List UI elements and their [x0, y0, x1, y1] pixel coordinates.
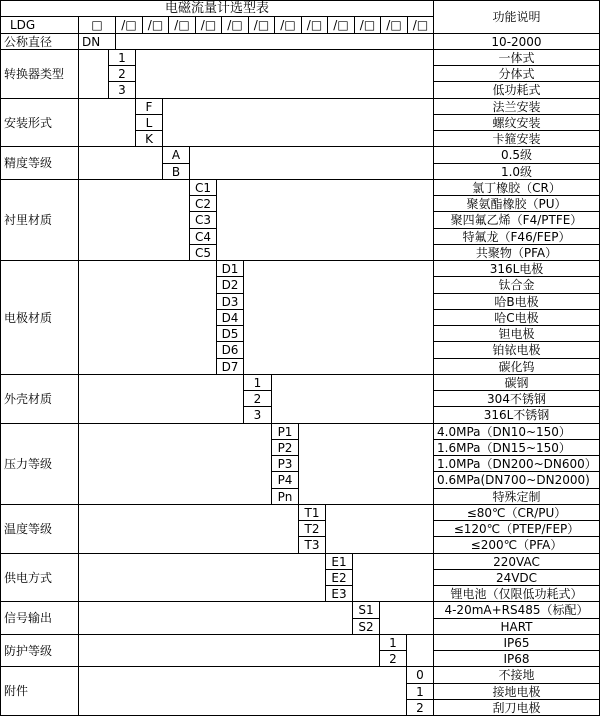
code-cell: C5 — [189, 244, 217, 261]
desc-cell: 0.6MPa(DN700~DN2000) — [433, 471, 600, 489]
desc-cell: ≤120℃（PTEP/FEP） — [433, 520, 600, 537]
code-cell: 1 — [243, 374, 272, 391]
code-cell: E3 — [325, 585, 353, 602]
spacer-cell — [78, 423, 272, 505]
category-label: 电极材质 — [0, 260, 79, 375]
desc-cell: 铂铱电极 — [433, 341, 600, 359]
spacer-cell — [78, 260, 217, 375]
category-label: 外壳材质 — [0, 374, 79, 424]
desc-cell: 锂电池（仅限低功耗式） — [433, 585, 600, 602]
spacer-cell — [78, 553, 326, 602]
code-cell: S1 — [352, 601, 380, 619]
code-cell: P1 — [271, 423, 299, 440]
spacer-cell — [352, 553, 434, 602]
model-code-slot: /□ — [248, 16, 275, 34]
code-cell: 1 — [379, 634, 407, 651]
desc-cell: 低功耗式 — [433, 81, 600, 99]
desc-cell: 钽电极 — [433, 325, 600, 342]
desc-cell: 不接地 — [433, 666, 600, 684]
model-code-slot: /□ — [354, 16, 381, 34]
desc-cell: 碳钢 — [433, 374, 600, 391]
spacer-cell — [115, 33, 434, 50]
category-label: 安装形式 — [0, 98, 79, 147]
desc-cell: 法兰安装 — [433, 98, 600, 115]
desc-cell: 卡箍安装 — [433, 130, 600, 147]
desc-cell: 24VDC — [433, 569, 600, 586]
model-code-slot: /□ — [380, 16, 408, 34]
model-code-slot: /□ — [221, 16, 249, 34]
category-label: 衬里材质 — [0, 179, 79, 261]
spacer-cell — [271, 374, 434, 424]
desc-cell: 1.0MPa（DN200~DN600） — [433, 455, 600, 472]
spacer-cell — [78, 374, 244, 424]
desc-cell: 特氟龙（F46/FEP） — [433, 228, 600, 245]
model-box-slot: □ — [78, 16, 116, 34]
desc-cell: 316L不锈钢 — [433, 406, 600, 424]
code-cell: D1 — [216, 260, 244, 277]
code-cell: D4 — [216, 309, 244, 326]
desc-cell: HART — [433, 618, 600, 635]
category-label: 转换器类型 — [0, 49, 79, 99]
code-cell: S2 — [352, 618, 380, 635]
desc-cell: 刮刀电极 — [433, 699, 600, 716]
spacer-cell — [406, 634, 434, 667]
category-label: 精度等级 — [0, 146, 79, 180]
desc-cell: 接地电极 — [433, 683, 600, 700]
desc-cell: 220VAC — [433, 553, 600, 570]
code-cell: T3 — [298, 536, 326, 554]
desc-cell: 316L电极 — [433, 260, 600, 277]
model-code-slot: /□ — [327, 16, 355, 34]
desc-cell: 0.5级 — [433, 146, 600, 164]
desc-cell: 哈B电极 — [433, 293, 600, 310]
model-code-slot: /□ — [195, 16, 222, 34]
desc-cell: 一体式 — [433, 49, 600, 66]
code-cell: 1 — [406, 683, 434, 700]
desc-cell: IP68 — [433, 650, 600, 667]
code-cell: Pn — [271, 488, 299, 505]
spacer-cell — [325, 504, 434, 554]
spacer-cell — [78, 666, 407, 716]
code-cell: P4 — [271, 471, 299, 489]
spacer-cell — [216, 179, 434, 261]
model-prefix: LDG — [0, 16, 79, 34]
code-cell: D3 — [216, 293, 244, 310]
desc-cell: 碳化钨 — [433, 358, 600, 375]
code-cell: L — [135, 114, 163, 131]
spacer-cell — [78, 504, 299, 554]
spacer-cell — [78, 98, 136, 147]
desc-cell: 聚氨酯橡胶（PU） — [433, 195, 600, 212]
spacer-cell — [78, 49, 109, 99]
desc-cell: 特殊定制 — [433, 488, 600, 505]
code-cell: P2 — [271, 439, 299, 456]
code-cell: T2 — [298, 520, 326, 537]
code-cell: F — [135, 98, 163, 115]
table-title: 电磁流量计选型表 — [0, 0, 434, 17]
desc-cell: 304不锈钢 — [433, 390, 600, 407]
code-cell: 2 — [379, 650, 407, 667]
model-code-slot: /□ — [142, 16, 169, 34]
code-cell: K — [135, 130, 163, 147]
code-cell: D7 — [216, 358, 244, 375]
desc-cell: IP65 — [433, 634, 600, 651]
model-code-slot: /□ — [168, 16, 196, 34]
spacer-cell — [189, 146, 434, 180]
spacer-cell — [379, 601, 434, 635]
code-cell: 3 — [243, 406, 272, 424]
code-cell: E2 — [325, 569, 353, 586]
code-cell: C2 — [189, 195, 217, 212]
model-code-slot: /□ — [115, 16, 143, 34]
desc-cell: 共聚物（PFA） — [433, 244, 600, 261]
desc-cell: 聚四氟乙烯（F4/PTFE） — [433, 211, 600, 229]
code-cell: C3 — [189, 211, 217, 229]
code-cell: 3 — [108, 81, 136, 99]
model-code-slot: /□ — [301, 16, 328, 34]
code-cell: P3 — [271, 455, 299, 472]
desc-cell: 分体式 — [433, 65, 600, 82]
code-cell: 2 — [243, 390, 272, 407]
category-label: 公称直径 — [0, 33, 79, 50]
category-label: 供电方式 — [0, 553, 79, 602]
category-label: 压力等级 — [0, 423, 79, 505]
spacer-cell — [78, 146, 163, 180]
desc-cell: 氯丁橡胶（CR） — [433, 179, 600, 196]
code-cell: C1 — [189, 179, 217, 196]
spacer-cell — [243, 260, 434, 375]
desc-cell: 4.0MPa（DN10~150） — [433, 423, 600, 440]
desc-cell: ≤80℃（CR/PU） — [433, 504, 600, 521]
code-cell: DN — [78, 33, 116, 50]
desc-cell: 钛合金 — [433, 276, 600, 294]
code-cell: D5 — [216, 325, 244, 342]
code-cell: D6 — [216, 341, 244, 359]
code-cell: E1 — [325, 553, 353, 570]
desc-cell: 哈C电极 — [433, 309, 600, 326]
spacer-cell — [78, 601, 353, 635]
spacer-cell — [78, 179, 190, 261]
category-label: 信号输出 — [0, 601, 79, 635]
code-cell: A — [162, 146, 190, 164]
code-cell: D2 — [216, 276, 244, 294]
code-cell: 1 — [108, 49, 136, 66]
model-code-slot: /□ — [274, 16, 302, 34]
category-label: 温度等级 — [0, 504, 79, 554]
desc-cell: 1.6MPa（DN15~150） — [433, 439, 600, 456]
function-column-header: 功能说明 — [433, 0, 600, 34]
code-cell: B — [162, 163, 190, 180]
code-cell: T1 — [298, 504, 326, 521]
desc-cell: 1.0级 — [433, 163, 600, 180]
spacer-cell — [135, 49, 434, 99]
desc-cell: 4-20mA+RS485（标配） — [433, 601, 600, 619]
code-cell: 2 — [406, 699, 434, 716]
spacer-cell — [162, 98, 434, 147]
desc-cell: 螺纹安装 — [433, 114, 600, 131]
spacer-cell — [78, 634, 380, 667]
code-cell: 0 — [406, 666, 434, 684]
desc-cell: ≤200℃（PFA） — [433, 536, 600, 554]
code-cell: 2 — [108, 65, 136, 82]
code-cell: C4 — [189, 228, 217, 245]
model-code-slot: /□ — [407, 16, 434, 34]
category-label: 防护等级 — [0, 634, 79, 667]
category-label: 附件 — [0, 666, 79, 716]
desc-cell: 10-2000 — [433, 33, 600, 50]
spacer-cell — [298, 423, 434, 505]
